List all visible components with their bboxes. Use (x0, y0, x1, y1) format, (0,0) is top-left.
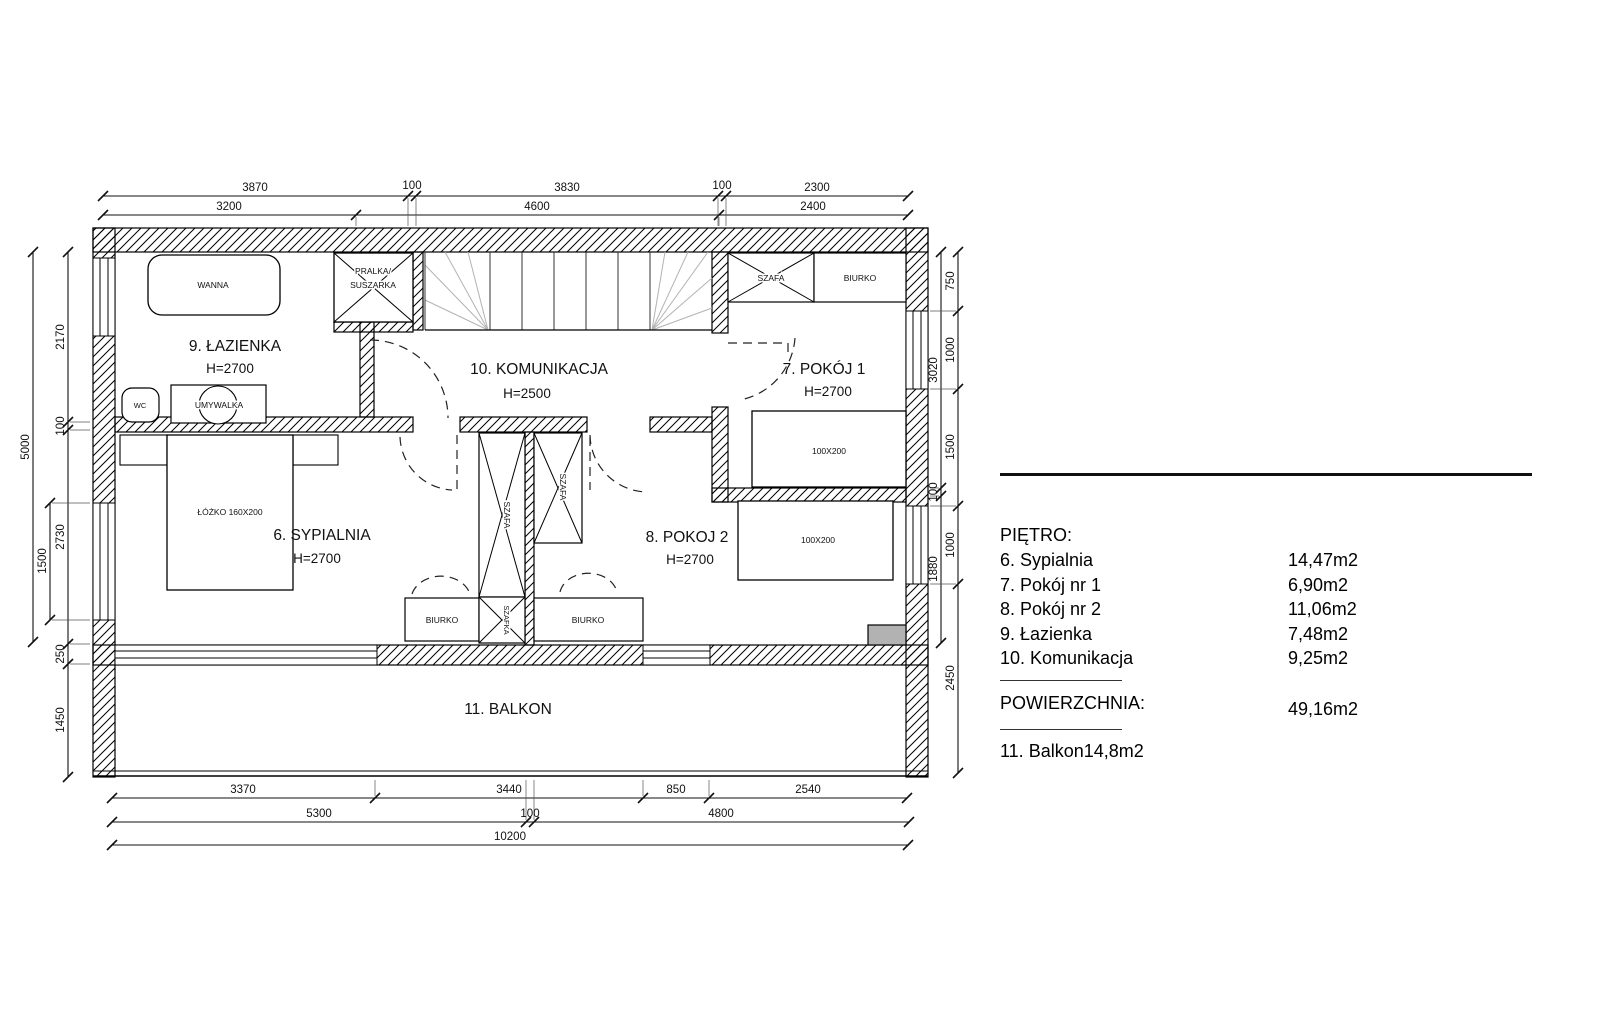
label-bed-room2: 100X200 (800, 535, 836, 545)
svg-text:100: 100 (402, 180, 422, 192)
svg-text:1000: 1000 (945, 337, 957, 363)
svg-text:250: 250 (55, 644, 67, 664)
label-hall-h: H=2500 (503, 386, 551, 401)
svg-text:2450: 2450 (945, 665, 957, 691)
legend-room-value: 14,47m2 (1288, 550, 1359, 570)
svg-text:3870: 3870 (242, 182, 268, 194)
svg-text:850: 850 (666, 784, 686, 796)
label-desk-room2: BIURKO (571, 615, 605, 625)
legend-row (1000, 575, 1420, 596)
label-washer2: SUSZARKA (350, 280, 396, 290)
label-washer1: PRALKA/ (355, 266, 391, 276)
label-balcony: 11. BALKON (464, 701, 552, 718)
svg-text:750: 750 (945, 271, 957, 291)
label-wardrobe-room2: SZAFA (558, 473, 568, 501)
legend-room-label: 9. Łazienka (1000, 624, 1093, 644)
legend-total-value: 49,16m2 (1288, 699, 1359, 719)
legend-balcony-label: 11. Balkon (1000, 741, 1084, 761)
legend-total-row (1000, 693, 1420, 719)
stairs (425, 252, 712, 330)
bedroom-wardrobe (479, 433, 525, 597)
svg-text:1500: 1500 (945, 434, 957, 460)
legend-divider-top (1000, 473, 1532, 476)
svg-text:3200: 3200 (216, 201, 242, 213)
label-toilet: WC (133, 401, 147, 410)
svg-text:5300: 5300 (306, 808, 332, 820)
svg-text:1500: 1500 (37, 548, 49, 574)
legend-title: PIĘTRO: (1000, 525, 1073, 545)
label-bathroom: 9. ŁAZIENKA (188, 338, 282, 355)
svg-text:100: 100 (55, 416, 67, 436)
svg-text:5000: 5000 (20, 434, 32, 460)
legend-room-value: 6,90m2 (1288, 575, 1349, 595)
label-desk-room1: BIURKO (843, 273, 877, 283)
svg-text:3440: 3440 (496, 784, 522, 796)
legend-row (1000, 624, 1420, 645)
svg-text:100: 100 (520, 808, 540, 820)
svg-text:1000: 1000 (945, 532, 957, 558)
svg-text:1450: 1450 (55, 707, 67, 733)
label-room2: 8. POKOJ 2 (645, 529, 729, 546)
label-cabinet: SZAFKA (502, 605, 511, 635)
nightstand-left (120, 435, 167, 465)
label-room2-h: H=2700 (666, 552, 714, 567)
svg-text:2300: 2300 (804, 182, 830, 194)
label-bed-room1: 100X200 (811, 446, 847, 456)
label-bedroom: 6. SYPIALNIA (273, 527, 371, 544)
legend-room-value: 11,06m2 (1288, 599, 1357, 619)
label-bathtub: WANNA (197, 280, 229, 290)
svg-text:2540: 2540 (795, 784, 821, 796)
legend-room-value: 7,48m2 (1288, 624, 1349, 644)
room2-wardrobe (534, 433, 582, 543)
label-wardrobe-room1: SZAFA (757, 273, 785, 283)
legend-balcony-row (1000, 741, 1420, 762)
cabinet (479, 597, 525, 643)
svg-text:100: 100 (928, 482, 940, 502)
legend-room-value: 9,25m2 (1288, 648, 1349, 668)
furniture (120, 253, 906, 645)
svg-text:1880: 1880 (928, 556, 940, 582)
svg-text:2170: 2170 (55, 324, 67, 350)
legend-divider (1000, 680, 1122, 681)
shaft (868, 625, 906, 645)
balcony-edge (93, 771, 928, 776)
legend-row (1000, 550, 1420, 571)
legend-room-label: 6. Sypialnia (1000, 550, 1094, 570)
svg-text:3370: 3370 (230, 784, 256, 796)
label-wardrobe-tall: SZAFA (502, 501, 512, 529)
legend-total-label: POWIERZCHNIA: (1000, 693, 1146, 713)
svg-text:3830: 3830 (554, 182, 580, 194)
svg-text:100: 100 (712, 180, 732, 192)
label-double-bed: ŁÓŻKO 160X200 (197, 507, 263, 517)
svg-text:10200: 10200 (494, 831, 526, 843)
legend-room-label: 8. Pokój nr 2 (1000, 599, 1102, 619)
label-room1-h: H=2700 (804, 384, 852, 399)
svg-text:4800: 4800 (708, 808, 734, 820)
legend-row (1000, 599, 1420, 620)
label-room1: 7. POKÓJ 1 (782, 361, 866, 378)
label-bedroom-h: H=2700 (293, 551, 341, 566)
legend-row (1000, 648, 1420, 669)
legend-room-label: 10. Komunikacja (1000, 648, 1134, 668)
nightstand-right (293, 435, 338, 465)
svg-text:2400: 2400 (800, 201, 826, 213)
legend-balcony-value: 14,8m2 (1083, 741, 1144, 761)
legend-room-label: 7. Pokój nr 1 (1000, 575, 1102, 595)
label-hall: 10. KOMUNIKACJA (470, 361, 608, 378)
label-desk-bedroom: BIURKO (425, 615, 459, 625)
svg-text:2730: 2730 (55, 524, 67, 550)
svg-text:3020: 3020 (928, 357, 940, 383)
legend-divider (1000, 729, 1122, 730)
label-sink: UMYWALKA (194, 400, 244, 410)
svg-text:4600: 4600 (524, 201, 550, 213)
label-bathroom-h: H=2700 (206, 361, 254, 376)
